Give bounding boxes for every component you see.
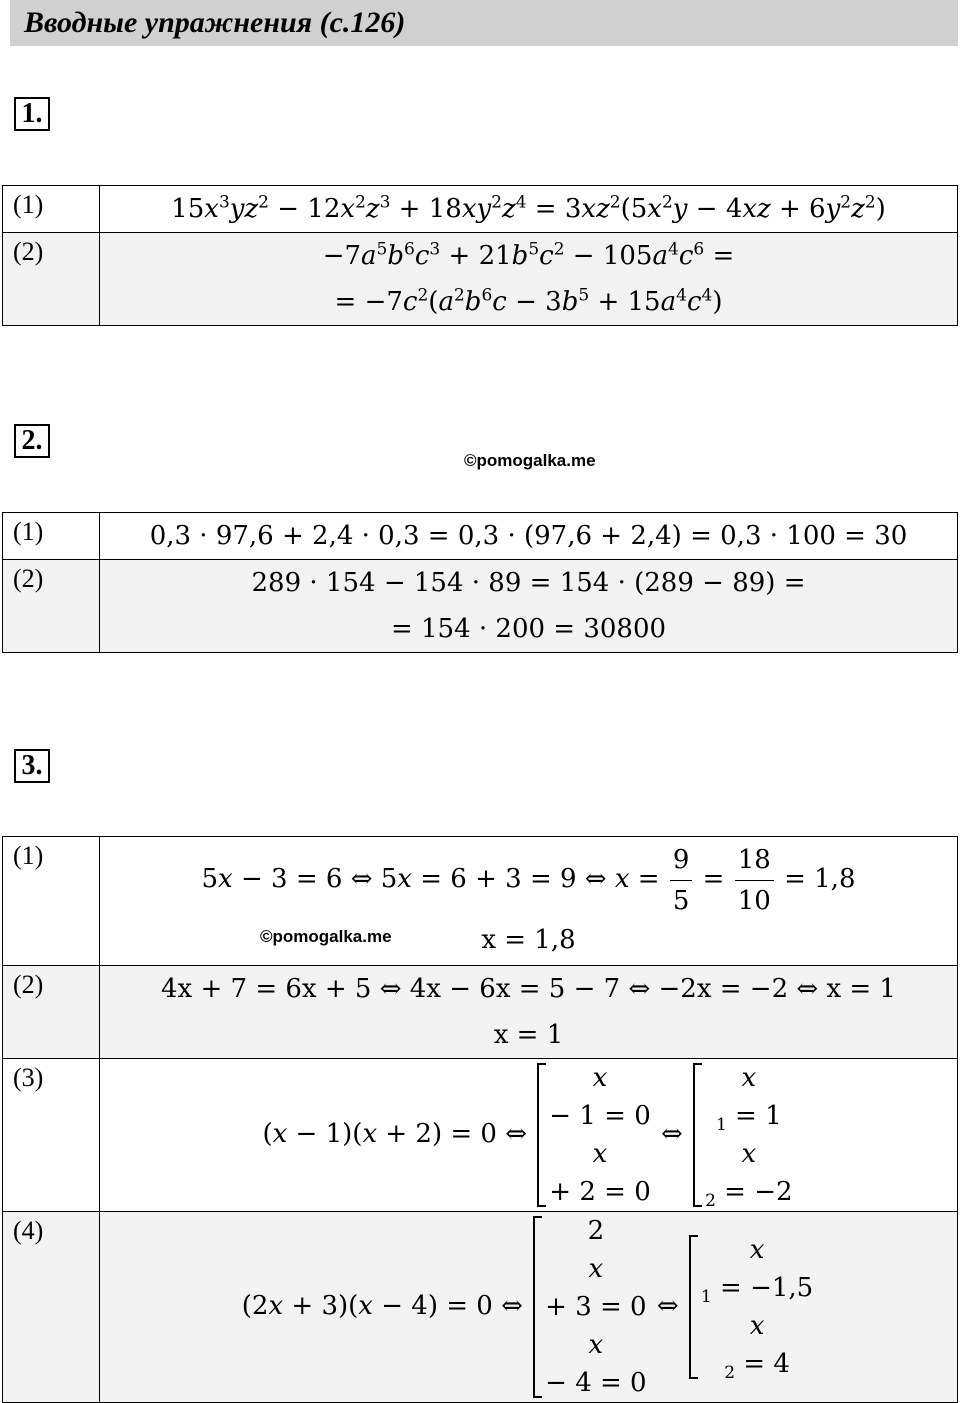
result-line: x = 1	[493, 1020, 564, 1050]
row-label: (4)	[3, 1212, 100, 1403]
task-3-row-3-content: (x − 1)(x + 2) = 0 ⇔ x − 1 = 0 x + 2 = 0 ⇔ x $_1$ = 1 x $_2$ = −2	[100, 1059, 958, 1212]
task-3-table	[2, 836, 958, 1403]
task-1-row-2-content: $-7a^5b^6c^3 + 21b^5c^2 - 105a^4c^6$ = = $-7c^2(a^2b^6c - 3b^5 + 15a^4c^4)$	[100, 233, 958, 326]
equation-line: 4x + 7 = 6x + 5 ⇔ 4x − 6x = 5 − 7 ⇔ −2x = −2 ⇔ x = 1	[161, 974, 896, 1004]
equation-system: 2 x + 3 = 0 x − 4 = 0	[533, 1212, 646, 1402]
row-label: (2)	[3, 233, 100, 326]
fraction: $\frac{18}{10}$	[735, 840, 774, 921]
task-3-row-4-content: (2x + 3)(x − 4) = 0 ⇔ 2 x + 3 = 0 x − 4 = 0 ⇔ x $_1$ = −1,5 x $_2$ = 4	[100, 1212, 958, 1403]
equation-line: 289 · 154 − 154 · 89 = 154 · (289 − 89) =	[251, 568, 806, 598]
task-2-number: 2.	[14, 424, 50, 458]
equation-line: = 154 · 200 = 30800	[390, 614, 667, 644]
equation-system: x $_1$ = −1,5 x $_2$ = 4	[689, 1231, 813, 1383]
task-1-table	[2, 185, 958, 326]
task-2-table	[2, 512, 958, 653]
row-label: (2)	[3, 560, 100, 653]
table-row	[3, 966, 958, 1059]
table-row	[3, 186, 958, 233]
table-row	[3, 837, 958, 966]
equation-line: 0,3 · 97,6 + 2,4 · 0,3 = 0,3 · (97,6 + 2,4) = 0,3 · 100 = 30	[149, 521, 908, 551]
watermark: ©pomogalka.me	[464, 451, 596, 470]
row-label: (1)	[3, 513, 100, 560]
row-label: (3)	[3, 1059, 100, 1212]
row-label: (1)	[3, 186, 100, 233]
table-row	[3, 1212, 958, 1403]
task-3-row-2-content	[100, 966, 958, 1059]
table-row	[3, 1059, 958, 1212]
row-label: (1)	[3, 837, 100, 966]
watermark: ©pomogalka.me	[260, 927, 392, 946]
equation-system: x − 1 = 0 x + 2 = 0	[537, 1059, 650, 1211]
fraction: $\frac{9}{5}$	[670, 840, 693, 921]
result-line: x = 1,8	[481, 925, 576, 955]
task-3-row-1-content: 5x − 3 = 6 ⇔ 5x = 6 + 3 = 9 ⇔ x = $\frac{9}{5}$ = $\frac{18}{10}$ = 1,8 x = 1,8 ©pomogalka.me	[100, 837, 958, 966]
page-title: Вводные упражнения (с.126)	[24, 6, 406, 39]
equation-system: x $_1$ = 1 x $_2$ = −2	[693, 1059, 792, 1211]
table-row	[3, 513, 958, 560]
row-label: (2)	[3, 966, 100, 1059]
task-1-number: 1.	[14, 97, 50, 131]
task-3-number: 3.	[14, 749, 50, 783]
task-2-row-2-content	[100, 560, 958, 653]
table-row	[3, 233, 958, 326]
task-1-row-1-content: $15x^3yz^2 - 12x^2z^3 + 18xy^2z^4 = 3xz^2(5x^2y - 4xz + 6y^2z^2)$	[100, 186, 958, 233]
table-row	[3, 560, 958, 653]
task-2-row-1-content	[100, 513, 958, 560]
header-bar	[10, 0, 958, 46]
